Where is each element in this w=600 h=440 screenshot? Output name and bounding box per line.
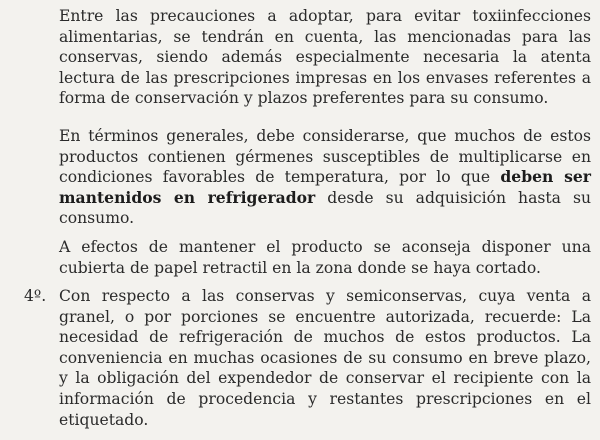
paragraph-precautions: Entre las precauciones a adoptar, para evitar toxiinfecciones alimentarias, se tendrán en cuenta, las mencionadas para las conservas, siendo además especialmente necesaria la atenta lectura de las prescripciones impresas en los envases referentes a forma de conservación y plazos preferentes para su consumo. [59, 7, 591, 108]
item-number: 4º. [24, 287, 47, 305]
paragraph-wrapping: A efectos de mantener el producto se aconseja disponer una cubierta de papel retractil en la zona donde se haya cortado. [59, 238, 591, 277]
paragraph-refrigeration-text-start: En términos generales, debe considerarse, que muchos de estos productos contienen gérmenes susceptibles de multiplicarse en condiciones favorables de temperatura, por lo que [59, 127, 591, 187]
paragraph-refrigeration-text-end: desde su adquisición hasta su consumo. [59, 188, 591, 228]
paragraph-refrigeration [59, 126, 591, 229]
refrigeration-emphasis: deben ser mantenidos en refrigerador [59, 167, 591, 207]
numbered-item-text: Con respecto a las conservas y semiconservas, cuya venta a granel, o por porciones se encuentre autorizada, recuerde: La necesidad de refrigeración de muchos de estos productos. La conveniencia en muchas ocasiones de su consumo en breve plazo, y la obligación del expendedor de conservar el recipiente con la información de procedencia y restantes prescripciones en el etiquetado. [59, 287, 591, 429]
